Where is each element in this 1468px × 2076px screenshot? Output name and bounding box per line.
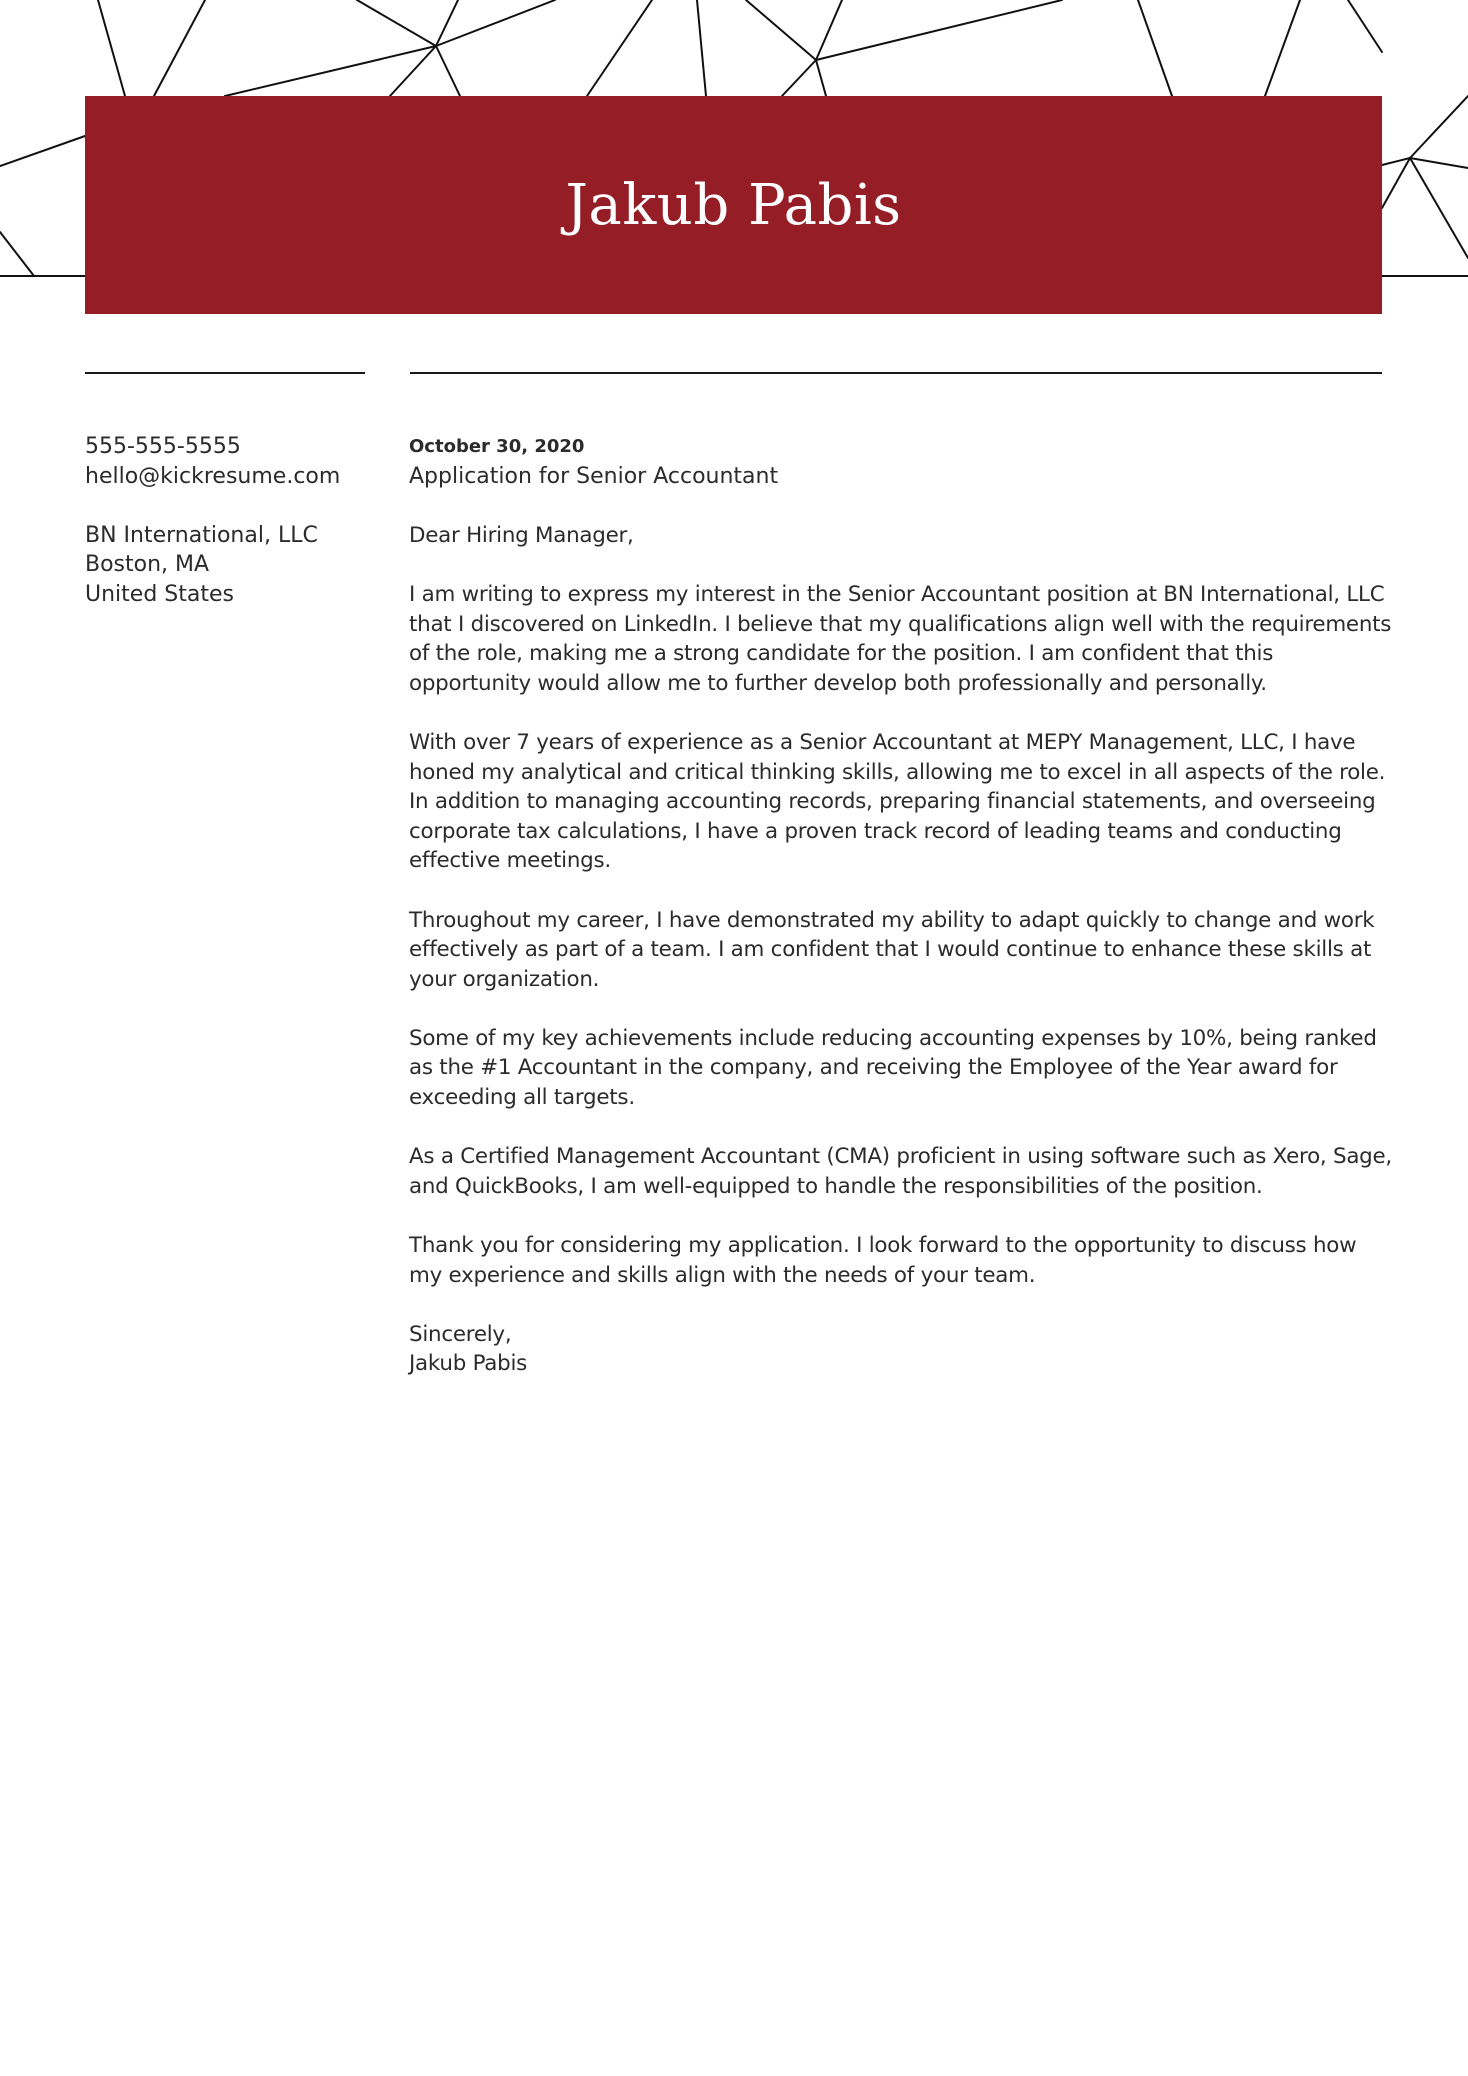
header-band (85, 96, 1382, 314)
recipient-company: BN International, LLC (85, 522, 318, 548)
letter-paragraph-6: Thank you for considering my application. I look forward to the opportunity to discuss how my experience and skills align with the needs of your team. (409, 1233, 1357, 1288)
letter-paragraph-2: With over 7 years of experience as a Senior Accountant at MEPY Management, LLC, I have honed my analytical and critical thinking skills, allowing me to excel in all aspects of the role. In addition to managing accounting records, preparing financial statements, and overseeing corporate tax calculations, I have a proven track record of leading teams and conducting effective meetings. (409, 729, 1386, 874)
letter-divider (410, 372, 1382, 374)
applicant-name: Jakub Pabis (565, 172, 902, 238)
letter-paragraph-3: Throughout my career, I have demonstrated my ability to adapt quickly to change and work effectively as part of a team. I am confident that I would continue to enhance these skills at your organization. (409, 907, 1375, 992)
contact-details (85, 432, 375, 491)
recipient-country: United States (85, 581, 234, 607)
letter-date: October 30, 2020 (409, 436, 585, 457)
sidebar-divider (85, 372, 365, 374)
letter-paragraph-1: I am writing to express my interest in the Senior Accountant position at BN International, LLC that I discovered on LinkedIn. I believe that my qualifications align well with the requirements of the role, making me a strong candidate for the position. I am confident that this opportunity would allow me to further develop both professionally and personally. (409, 581, 1392, 696)
letter-paragraph-4: Some of my key achievements include reducing accounting expenses by 10%, being ranked as the #1 Accountant in the company, and receiving the Employee of the Year award for exceeding all targets. (409, 1025, 1377, 1111)
letter-signature: Jakub Pabis (409, 1351, 528, 1377)
recipient-address (85, 521, 375, 610)
letter-subject: Application for Senior Accountant (409, 463, 779, 489)
recipient-city: Boston, MA (85, 552, 210, 578)
contact-sidebar (85, 432, 375, 610)
letter-body (409, 432, 1394, 1379)
email-address: hello@kickresume.com (85, 463, 341, 489)
letter-signoff (409, 1320, 1394, 1379)
phone-number: 555-555-5555 (85, 434, 241, 459)
letter-closing: Sincerely, (409, 1321, 512, 1347)
letter-greeting: Dear Hiring Manager, (409, 522, 634, 548)
letter-paragraph-5: As a Certified Management Accountant (CMA) proficient in using software such as Xero, Sage, and QuickBooks, I am well-equipped to handle the responsibilities of the position. (409, 1144, 1392, 1199)
